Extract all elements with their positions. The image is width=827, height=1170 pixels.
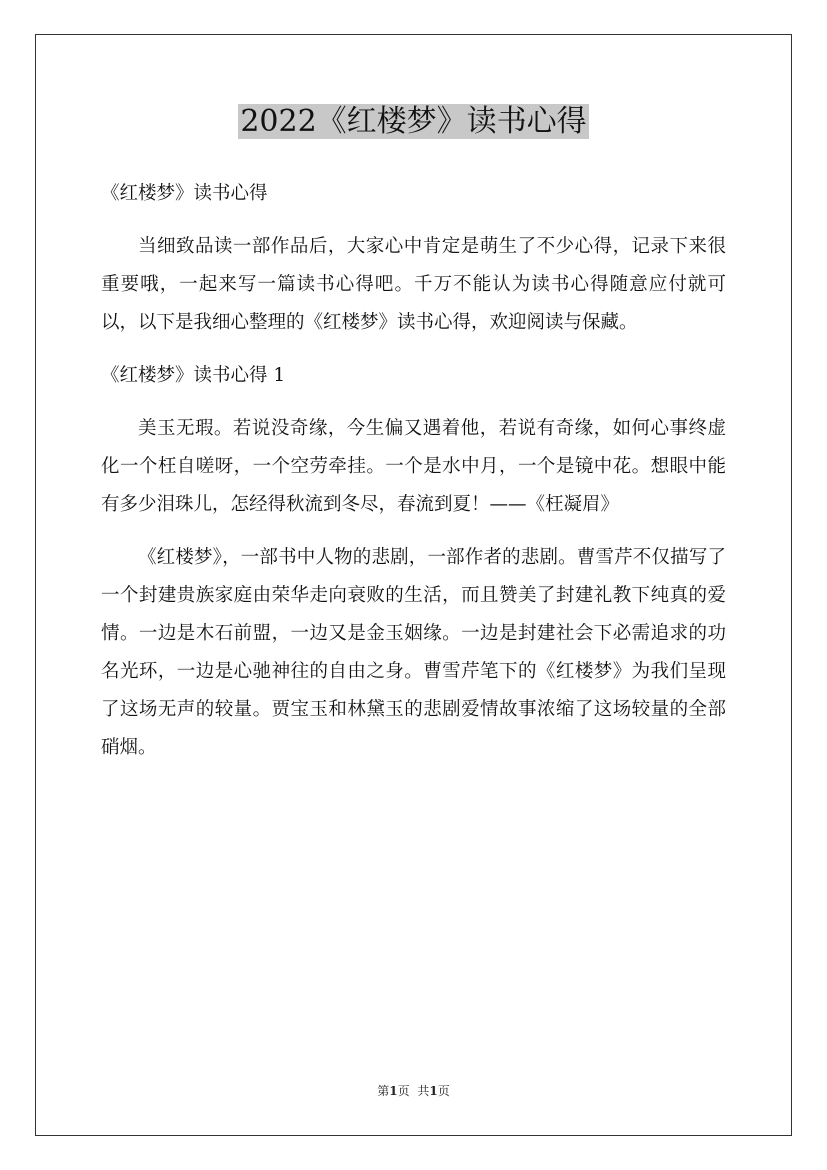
page-number-suffix: 页 (397, 1084, 410, 1098)
page-total-suffix: 页 (437, 1084, 450, 1098)
document-title (0, 100, 827, 144)
section-heading: 《红楼梦》读书心得 1 (101, 365, 286, 386)
intro-paragraph: 当细致品读一部作品后，大家心中肯定是萌生了不少心得，记录下来很重要哦，一起来写一篇读书心得吧。千万不能认为读书心得随意应付就可以，以下是我细心整理的《红楼梦》读书心得，欢迎阅读与保藏。 (101, 236, 726, 333)
page-number-prefix: 第 (377, 1084, 390, 1098)
page-footer (0, 1082, 827, 1100)
page-number-current: 1 (389, 1084, 398, 1098)
document-body (101, 175, 726, 782)
section-paragraph: 《红楼梦》，一部书中人物的悲剧，一部作者的悲剧。曹雪芹不仅描写了一个封建贵族家庭由荣华走向衰败的生活，而且赞美了封建礼教下纯真的爱情。一边是木石前盟，一边又是金玉姻缘。一边是封建社会下必需追求的功名光环，一边是心驰神往的自由之身。曹雪芹笔下的《红楼梦》为我们呈现了这场无声的较量。贾宝玉和林黛玉的悲剧爱情故事浓缩了这场较量的全部硝烟。 (101, 547, 726, 758)
section-paragraph: 美玉无瑕。若说没奇缘，今生偏又遇着他，若说有奇缘，如何心事终虚化一个枉自嗟呀，一个空劳牵挂。一个是水中月，一个是镜中花。想眼中能有多少泪珠儿，怎经得秋流到冬尽，春流到夏！——《枉凝眉》 (101, 418, 726, 515)
page-total-count: 1 (429, 1084, 438, 1098)
page-total-prefix: 共 (417, 1084, 430, 1098)
document-title-text: 2022《红楼梦》读书心得 (240, 104, 587, 139)
intro-heading: 《红楼梦》读书心得 (101, 183, 268, 204)
